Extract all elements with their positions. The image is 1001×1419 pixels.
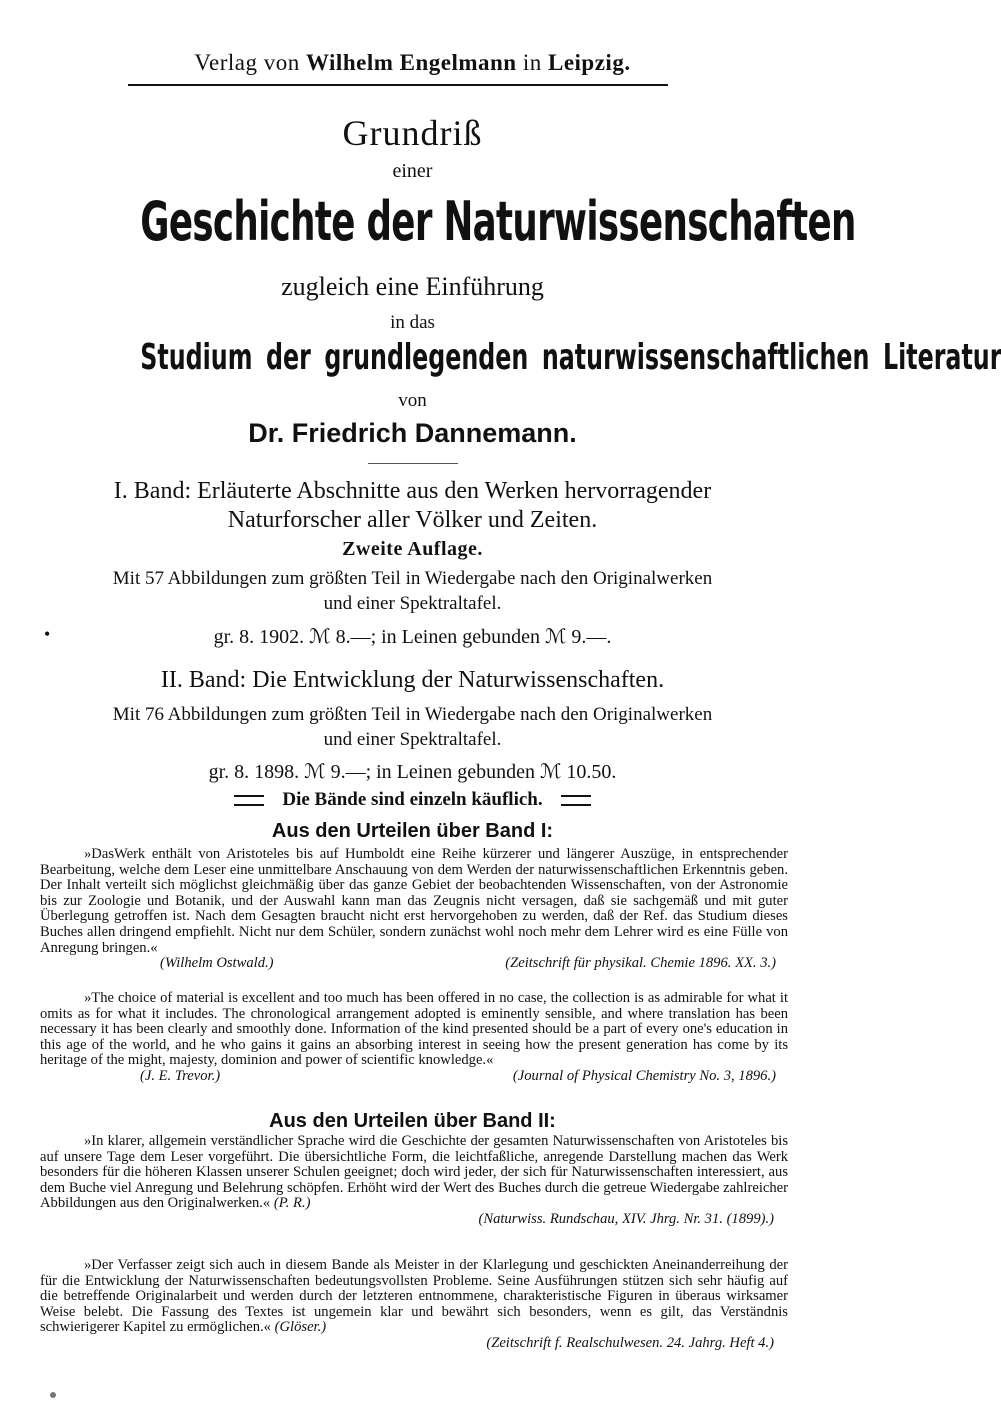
author-divider bbox=[368, 463, 458, 464]
header-rule bbox=[128, 84, 668, 86]
review-citation bbox=[40, 1069, 788, 1085]
review-text bbox=[40, 1258, 788, 1336]
band1-illustrations-line2: und einer Spektraltafel. bbox=[323, 593, 502, 614]
separately-available-note bbox=[0, 789, 825, 811]
review-source: (Journal of Physical Chemistry No. 3, 1896.) bbox=[512, 1067, 776, 1084]
band1-edition: Zweite Auflage. bbox=[342, 538, 483, 560]
title-einer: einer bbox=[392, 160, 433, 182]
review-author: (Glöser.) bbox=[274, 1319, 327, 1336]
review-rundschau bbox=[40, 1134, 788, 1228]
double-rule-right bbox=[561, 795, 591, 806]
band1-price: gr. 8. 1902. ℳ 8.—; in Leinen gebunden ℳ 9.—. bbox=[213, 626, 612, 648]
header-mid: in bbox=[522, 50, 542, 75]
header-prefix: Verlag von bbox=[194, 50, 300, 75]
publisher-header bbox=[0, 50, 825, 76]
header-publisher: Wilhelm Engelmann bbox=[305, 50, 517, 75]
subtitle-studium: Studium der grundlegenden naturwissenschaftlichen Literatur bbox=[140, 337, 1001, 378]
ink-speck bbox=[50, 1392, 56, 1398]
review-gloeser bbox=[40, 1258, 788, 1352]
author-name: Dr. Friedrich Dannemann. bbox=[248, 418, 577, 448]
band2-title: II. Band: Die Entwicklung der Naturwissenschaften. bbox=[160, 667, 665, 693]
title-von: von bbox=[398, 390, 427, 411]
subtitle-zugleich: zugleich eine Einführung bbox=[281, 272, 544, 301]
review-source: (Naturwiss. Rundschau, XIV. Jhrg. Nr. 31. (1899).) bbox=[478, 1210, 774, 1227]
title-grundriss: Grundriß bbox=[342, 113, 483, 153]
review-author: (J. E. Trevor.) bbox=[140, 1067, 221, 1084]
bullet-mark: • bbox=[44, 624, 51, 644]
review-author: (Wilhelm Ostwald.) bbox=[160, 955, 274, 972]
review-body: »Der Verfasser zeigt sich auch in diesem Bande als Meister in der Klarlegung und geschickten Aneinanderreihung der für die Entwicklung der Naturwissenschaften bedeutungsvollsten Probleme. Seine Ausführungen stützen sich sehr häufig auf die betreffende Originalarbeit und werden durch der letzteren entnommene, charakteristische Figuren in überaus wirksamer Weise belebt. Die Fassung des Textes ist ungemein klar und bewährt sich besonders, wenn es gilt, das Verständnis schwierigerer Kapitel zu ermöglichen.« bbox=[40, 1257, 788, 1336]
double-rule-left bbox=[234, 795, 264, 806]
main-title: Geschichte der Naturwissenschaften bbox=[140, 190, 856, 253]
band2-illustrations-line2: und einer Spektraltafel. bbox=[323, 729, 502, 750]
subtitle-in-das: in das bbox=[390, 312, 435, 333]
band1-title-line1: I. Band: Erläuterte Abschnitte aus den Werken hervorragender bbox=[113, 478, 712, 504]
review-body: »In klarer, allgemein verständlicher Sprache wird die Geschichte der gesamten Naturwissenschaften von Aristoteles bis auf unsere Tage dem Leser vorgeführt. Die übersichtliche Form, die leichtfaßliche, anregende Darstellung machen das Werk besonders für die höheren Klassen unserer Schulen geeignet; doch wird jeder, der sich für Naturwissenschaften interessiert, aus dem Buche viel Anregung und Belehrung schöpfen. Erhöht wird der Wert des Buches durch die getreue Wiedergabe zahlreicher Abbildungen aus den Originalwerken.« bbox=[40, 1133, 788, 1212]
review-author: (P. R.) bbox=[273, 1195, 311, 1212]
band2-illustrations-line1: Mit 76 Abbildungen zum größten Teil in Wiedergabe nach den Originalwerken bbox=[112, 704, 713, 725]
separately-available-text: Die Bände sind einzeln käuflich. bbox=[282, 789, 543, 810]
review-text bbox=[40, 1134, 788, 1212]
review-text: »The choice of material is excellent and too much has been offered in no case, the collection is as admirable for what it omits as for what it includes. The chronological arrangement adopted is eminently sensible, and where translation has been necessary it has been clearly and smoothly done. Information of the kind presented should be a part of every one's education in this age of the world, and he who gains it gains an absorbing interest in seeing how the present generation has come by its heritage of the might, majesty, dominion and power of scientific knowledge.« bbox=[40, 990, 788, 1069]
band1-title-line2: Naturforscher aller Völker und Zeiten. bbox=[227, 507, 598, 533]
reviews-band1-heading: Aus den Urteilen über Band I: bbox=[271, 820, 554, 842]
review-ostwald bbox=[40, 847, 788, 972]
header-city: Leipzig. bbox=[547, 50, 631, 75]
band2-price: gr. 8. 1898. ℳ 9.—; in Leinen gebunden ℳ 10.50. bbox=[208, 761, 617, 783]
review-text: »DasWerk enthält von Aristoteles bis auf Humboldt eine Reihe kürzerer und längerer Auszüge, in entsprechender Bearbeitung, welche dem Leser eine unmittelbare Anschauung von dem Werden der naturwissenschaftlichen Erkenntnis geben. Der Inhalt verteilt sich möglichst gleichmäßig über das ganze Gebiet der beobachtenden Wissenschaften, von der Astronomie bis zur Zoologie und Botanik, und der Auswahl kann man das Zeugnis nicht versagen, daß sie sachgemäß und mit guter Überlegung getroffen ist. Nach dem Gesagten braucht nicht erst hervorgehoben zu werden, daß der Ref. das Studium dieses Buches allen dringend empfiehlt. Nicht nur dem Schüler, sondern zunächst wohl noch mehr dem Lehrer wird es eine Fülle von Anregung bringen.« bbox=[40, 846, 788, 956]
review-source: (Zeitschrift für physikal. Chemie 1896. XX. 3.) bbox=[505, 955, 776, 972]
review-citation bbox=[40, 956, 788, 972]
band1-illustrations-line1: Mit 57 Abbildungen zum größten Teil in Wiedergabe nach den Originalwerken bbox=[112, 568, 713, 589]
review-trevor bbox=[40, 991, 788, 1085]
review-source: (Zeitschrift f. Realschulwesen. 24. Jahrg. Heft 4.) bbox=[486, 1334, 774, 1351]
reviews-band2-heading: Aus den Urteilen über Band II: bbox=[269, 1110, 556, 1132]
